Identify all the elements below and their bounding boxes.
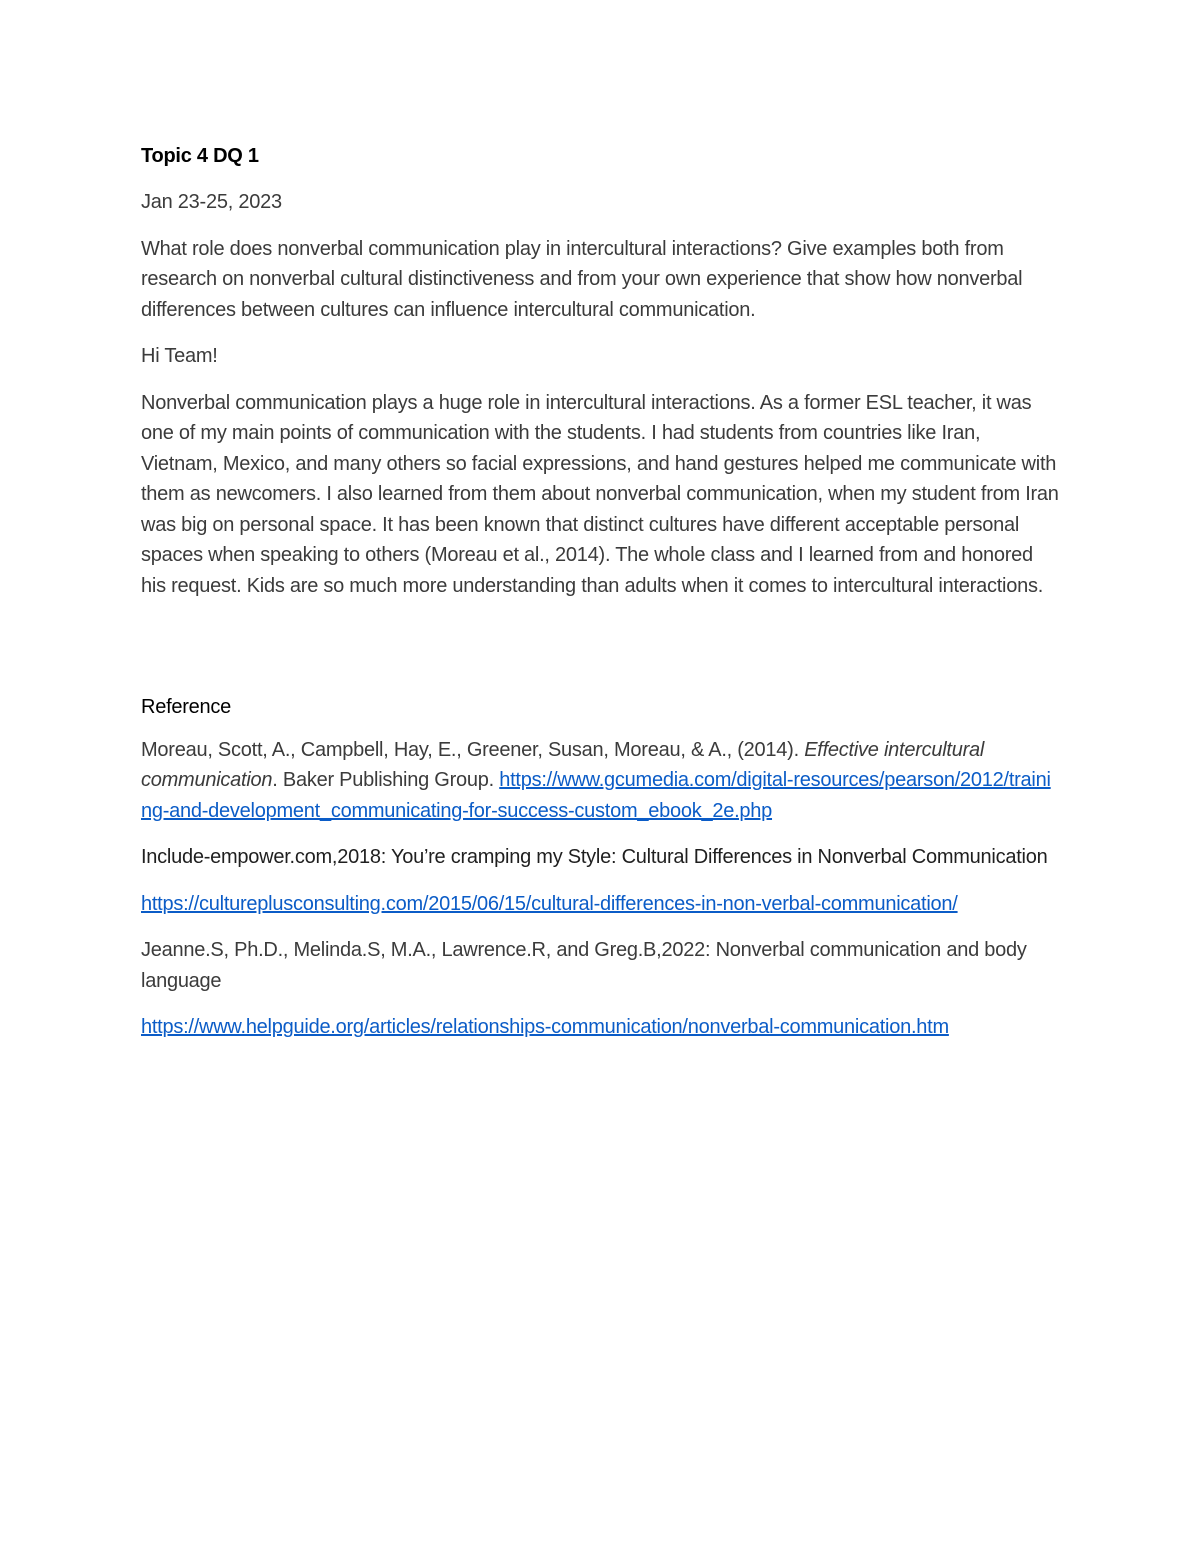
reference-1-title: Effective intercultural communication (141, 738, 985, 791)
reference-1-publisher: . Baker Publishing Group. (272, 769, 500, 791)
document-title: Topic 4 DQ 1 (141, 145, 259, 167)
document-date: Jan 23-25, 2023 (141, 191, 282, 213)
discussion-question: What role does nonverbal communication play in intercultural interactions? Give examples both from research on nonverbal cultural distinctiveness and from your own experience that show how nonverbal differences between cultures can influence intercultural communication. (141, 237, 1023, 321)
reference-1-authors: Moreau, Scott, A., Campbell, Hay, E., Greener, Susan, Moreau, & A., (2014). (141, 738, 805, 761)
reference-entry-3-url (141, 1012, 1061, 1043)
reference-entry-2: Include-empower.com,2018: You’re cramping my Style: Cultural Differences in Nonverbal Communication (141, 846, 1048, 868)
reference-1-link[interactable]: https://www.gcumedia.com/digital-resources/pearson/2012/training-and-development_communicating-for-success-custom_ebook_2e.php (141, 769, 1051, 822)
reference-2-link[interactable]: https://cultureplusconsulting.com/2015/06/15/cultural-differences-in-non-verbal-communication/ (141, 892, 958, 915)
response-body: Nonverbal communication plays a huge role in intercultural interactions. As a former ESL teacher, it was one of my main points of communication with the students. I had students from countries like Iran, Vietnam, Mexico, and many others so facial expressions, and hand gestures helped me communicate with them as newcomers. I also learned from them about nonverbal communication, when my student from Iran was big on personal space. It has been known that distinct cultures have different acceptable personal spaces when speaking to others (Moreau et al., 2014). The whole class and I learned from and honored his request. Kids are so much more understanding than adults when it comes to intercultural interactions. (141, 391, 1059, 597)
reference-entry-2-url (141, 889, 1061, 920)
reference-entry-1 (141, 735, 1061, 827)
document-page (141, 141, 1061, 1043)
reference-3-link[interactable]: https://www.helpguide.org/articles/relationships-communication/nonverbal-communication.htm (141, 1016, 949, 1038)
greeting: Hi Team! (141, 345, 218, 367)
reference-heading: Reference (141, 696, 232, 718)
reference-entry-3: Jeanne.S, Ph.D., Melinda.S, M.A., Lawrence.R, and Greg.B,2022: Nonverbal communication and body language (141, 939, 1027, 992)
